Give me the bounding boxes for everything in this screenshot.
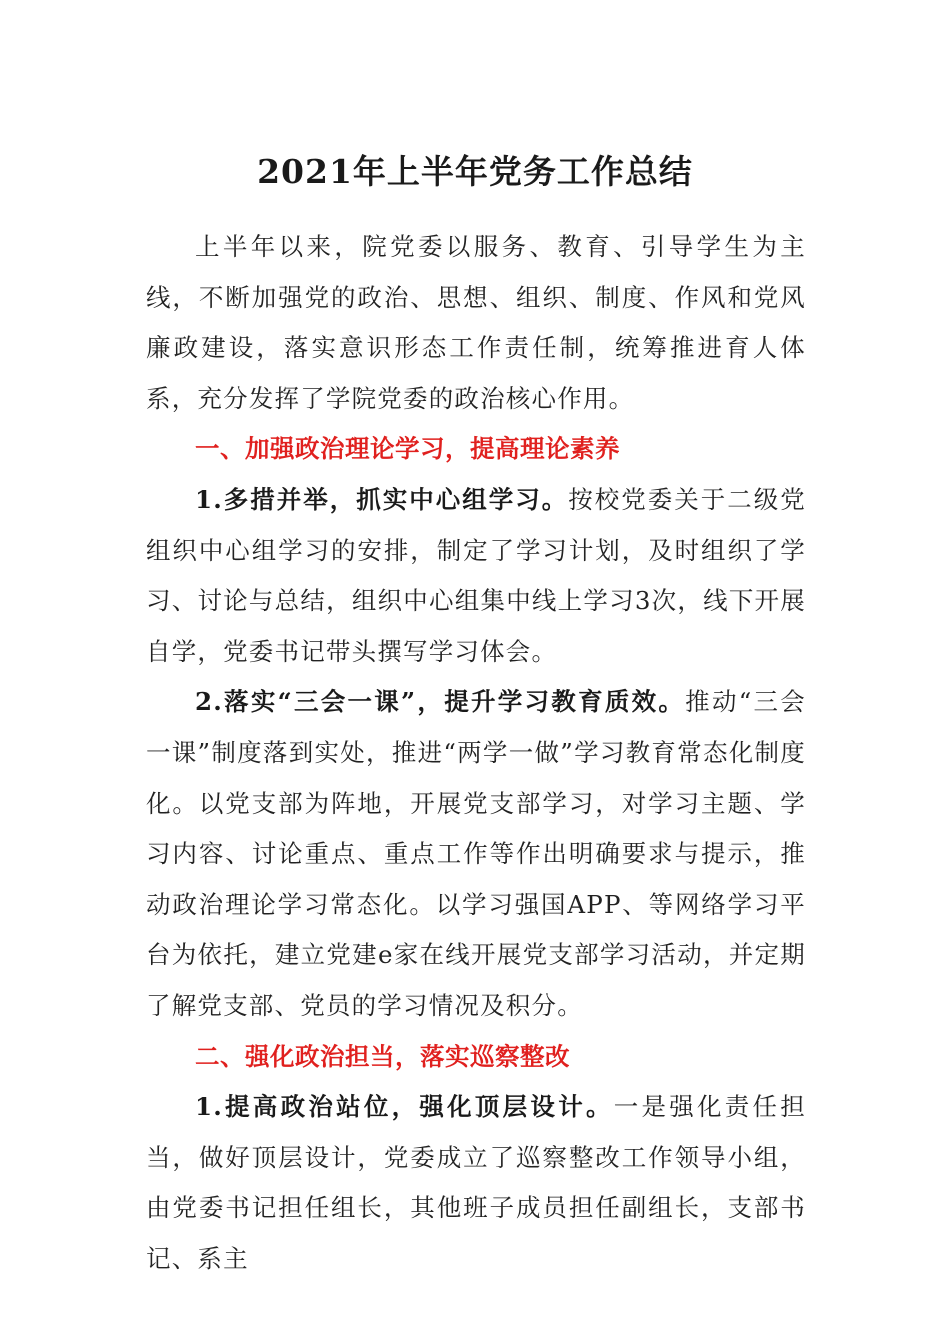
section-1-item-2-text: 推动“三会一课”制度落到实处，推进“两学一做”学习教育常态化制度化。以党支部为阵地，开展党支部学习，对学习主题、学习内容、讨论重点、重点工作等作出明确要求与提示，推动政治理论学习常态化。以学习强国APP、等网络学习平台为依托，建立党建e家在线开展党支部学习活动，并定期了解党支部、党员的学习情况及积分。	[146, 687, 806, 1020]
section-2-item-1	[146, 1082, 806, 1284]
document-body	[146, 222, 806, 1284]
section-1-item-2-lead: 2.落实“三会一课”，提升学习教育质效。	[195, 687, 686, 717]
section-2-item-1-text: 一是强化责任担当，做好顶层设计，党委成立了巡察整改工作领导小组，由党委书记担任组长，其他班子成员担任副组长，支部书记、系主	[146, 1092, 806, 1273]
document-title: 2021年上半年党务工作总结	[257, 152, 693, 191]
section-1-item-1-text: 按校党委关于二级党组织中心组学习的安排，制定了学习计划，及时组织了学习、讨论与总结，组织中心组集中线上学习3次，线下开展自学，党委书记带头撰写学习体会。	[146, 484, 806, 666]
intro-paragraph: 上半年以来，院党委以服务、教育、引导学生为主线，不断加强党的政治、思想、组织、制度、作风和党风廉政建设，落实意识形态工作责任制，统筹推进育人体系，充分发挥了学院党委的政治核心作用。	[146, 232, 806, 413]
section-1-item-1-lead: 1.多措并举，抓实中心组学习。	[195, 484, 569, 514]
section-2-item-1-lead: 1.提高政治站位，强化顶层设计。	[195, 1092, 614, 1122]
section-2-heading: 二、强化政治担当，落实巡察整改	[195, 1041, 570, 1071]
section-1-item-2	[146, 677, 806, 1031]
section-1-heading: 一、加强政治理论学习，提高理论素养	[195, 434, 620, 464]
section-1-item-1	[146, 475, 806, 677]
